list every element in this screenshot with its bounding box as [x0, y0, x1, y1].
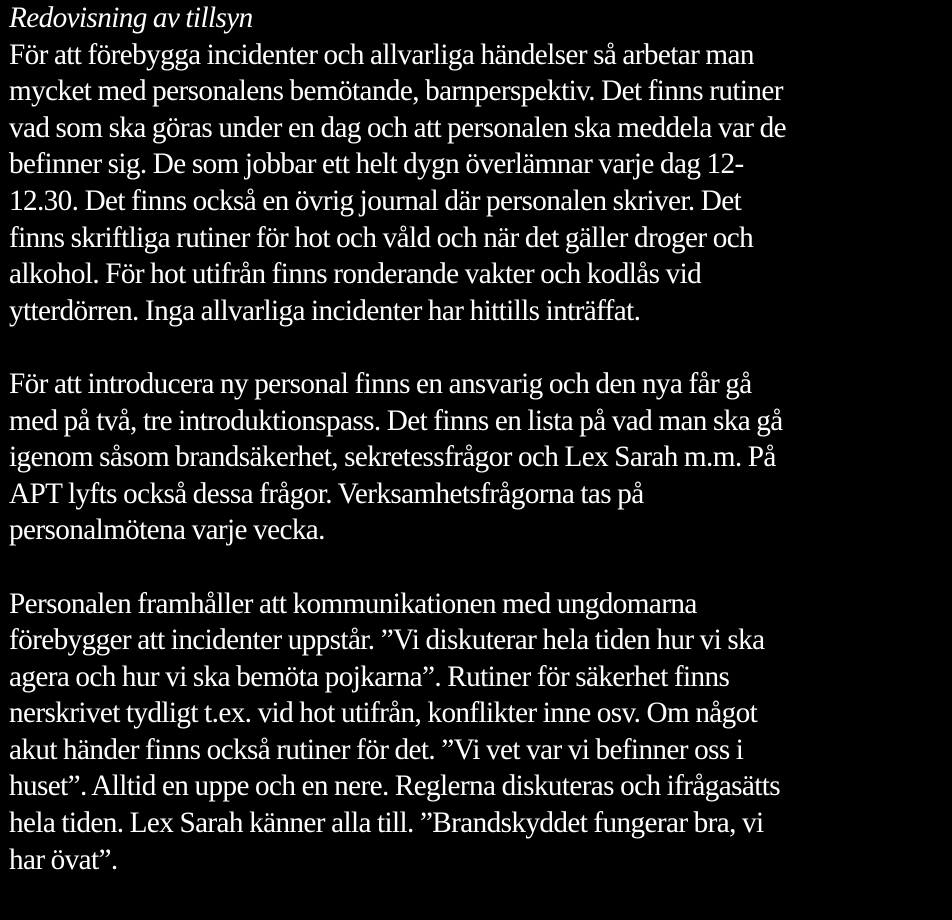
text-line: hela tiden. Lex Sarah känner alla till. ”Brandskyddet fungerar bra, vi [9, 807, 764, 840]
text-line: mycket med personalens bemötande, barnperspektiv. Det finns rutiner [9, 75, 783, 108]
text-line: förebygger att incidenter uppstår. ”Vi diskuterar hela tiden hur vi ska [9, 624, 765, 657]
text-line: För att introducera ny personal finns en ansvarig och den nya får gå [9, 367, 752, 400]
section-heading: Redovisning av tillsyn [9, 2, 253, 34]
paragraph-staff-introduction [9, 366, 949, 549]
text-line: har övat”. [9, 843, 118, 876]
text-line: ytterdörren. Inga allvarliga incidenter har hittills inträffat. [9, 294, 641, 327]
text-line: finns skriftliga rutiner för hot och våld och när det gäller droger och [9, 221, 754, 254]
text-line: huset”. Alltid en uppe och en nere. Reglerna diskuteras och ifrågasätts [9, 770, 781, 803]
text-line: APT lyfts också dessa frågor. Verksamhetsfrågorna tas på [9, 477, 644, 510]
text-line: nerskrivet tydligt t.ex. vid hot utifrån, konflikter inne osv. Om något [9, 697, 758, 730]
text-line: För att förebygga incidenter och allvarliga händelser så arbetar man [9, 38, 754, 71]
text-line: befinner sig. De som jobbar ett helt dygn överlämnar varje dag 12- [9, 148, 744, 181]
text-line: vad som ska göras under en dag och att personalen ska meddela var de [9, 111, 786, 144]
text-line: alkohol. För hot utifrån finns ronderande vakter och kodlås vid [9, 258, 702, 291]
text-line: agera och hur vi ska bemöta pojkarna”. Rutiner för säkerhet finns [9, 660, 730, 693]
text-line: akut händer finns också rutiner för det. ”Vi vet var vi befinner oss i [9, 733, 744, 766]
text-line: 12.30. Det finns också en övrig journal där personalen skriver. Det [9, 184, 742, 217]
text-line: igenom såsom brandsäkerhet, sekretessfrågor och Lex Sarah m.m. På [9, 441, 776, 474]
text-line: med på två, tre introduktionspass. Det finns en lista på vad man ska gå [9, 404, 783, 437]
paragraph-incident-prevention [9, 37, 949, 330]
document-page [9, 0, 949, 915]
paragraph-staff-communication [9, 586, 949, 879]
text-line: Personalen framhåller att kommunikationen med ungdomarna [9, 587, 697, 620]
text-line: personalmötena varje vecka. [9, 514, 325, 547]
